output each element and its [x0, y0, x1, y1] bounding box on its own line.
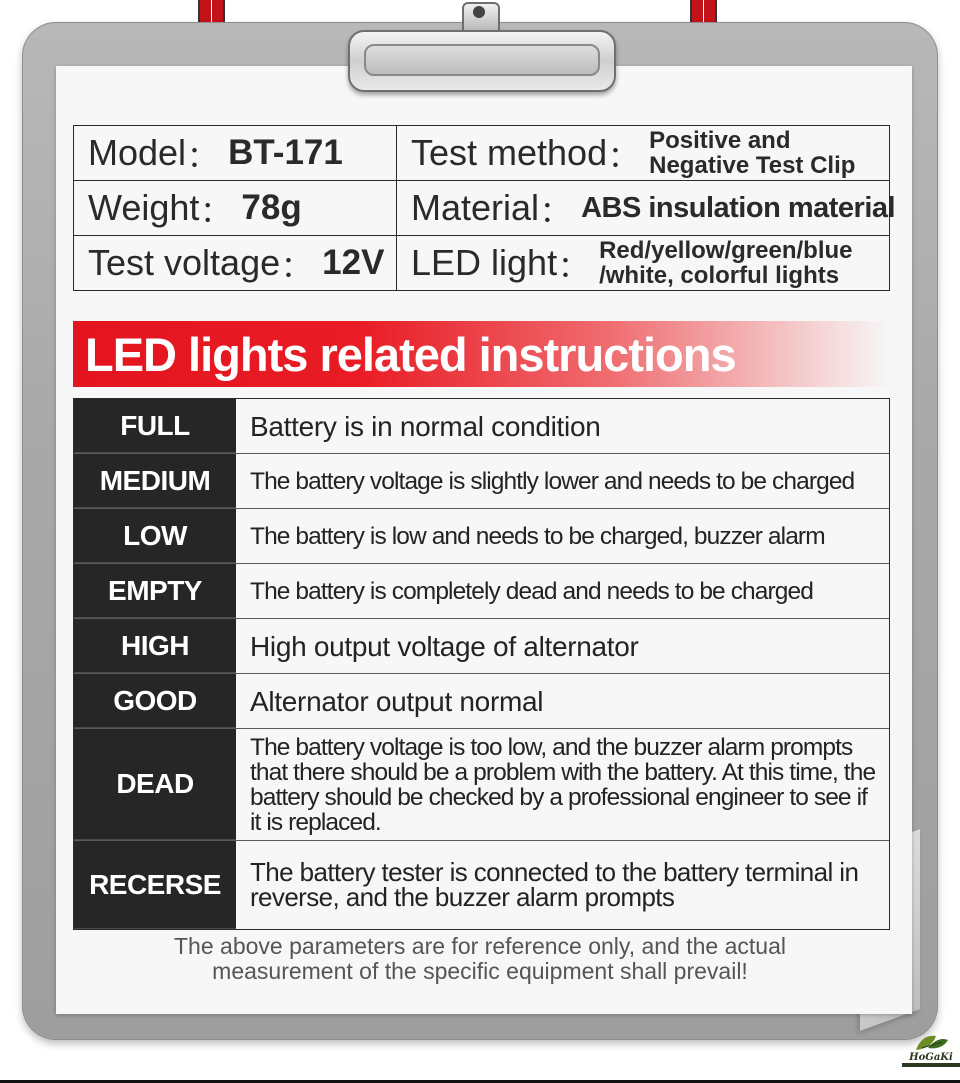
- logo-text: HoGaKi: [909, 1052, 953, 1063]
- led-instructions-table: [73, 398, 890, 930]
- spec-label: LED light: [411, 242, 558, 283]
- spec-separator: ：: [186, 134, 223, 176]
- clip-hole: [473, 6, 485, 18]
- table-row: [74, 399, 889, 454]
- table-row: [74, 841, 889, 929]
- spec-value: Positive and Negative Test Clip: [649, 127, 856, 179]
- led-status-key: MEDIUM: [74, 454, 236, 508]
- table-row: [74, 509, 889, 564]
- led-status-key: FULL: [74, 399, 236, 453]
- section-title: LED lights related instructions: [85, 328, 736, 381]
- spec-cell-test-voltage: [74, 236, 397, 290]
- spec-value: ABS insulation material: [581, 191, 896, 224]
- table-row: [74, 619, 889, 674]
- led-status-description: The battery is completely dead and needs to be charged: [250, 577, 813, 605]
- led-status-description: The battery tester is connected to the battery terminal in reverse, and the buzzer alarm prompts: [250, 857, 859, 912]
- spec-label: Material: [411, 187, 540, 228]
- led-status-key: HIGH: [74, 619, 236, 673]
- disclaimer-note: The above parameters are for reference only, and the actual measurement of the specific equipment shall prevail!: [174, 933, 786, 984]
- spec-row: [74, 236, 889, 291]
- led-status-key: LOW: [74, 509, 236, 563]
- led-status-description: High output voltage of alternator: [250, 630, 639, 662]
- spec-label: Test method: [411, 132, 608, 173]
- table-row: [74, 454, 889, 509]
- leaf-icon: [902, 1030, 960, 1052]
- spec-value: BT-171: [228, 133, 343, 172]
- spec-separator: ：: [557, 244, 594, 286]
- led-status-description: Alternator output normal: [250, 685, 544, 717]
- logo-underline: [902, 1063, 960, 1067]
- clip-lever: [364, 44, 600, 76]
- table-row: [74, 674, 889, 729]
- spec-label: Weight: [88, 187, 200, 228]
- spec-cell-material: [397, 181, 896, 235]
- spec-cell-test-method: [397, 126, 889, 180]
- spec-row: [74, 181, 896, 236]
- table-row: [74, 729, 889, 841]
- spec-label: Model: [88, 132, 187, 173]
- led-status-description: The battery voltage is too low, and the buzzer alarm prompts that there should be a problem with the battery. At this time, the battery should be checked by a professional engineer to see if it is replaced.: [250, 733, 876, 836]
- brand-logo: [902, 1030, 960, 1070]
- spec-cell-model: [74, 126, 397, 180]
- led-status-description: The battery is low and needs to be charged, buzzer alarm: [250, 522, 825, 550]
- led-status-key: GOOD: [74, 674, 236, 728]
- spec-value: 78g: [241, 188, 302, 227]
- section-banner: [73, 321, 890, 387]
- led-status-key: EMPTY: [74, 564, 236, 618]
- spec-separator: ：: [199, 189, 236, 231]
- spec-label: Test voltage: [88, 242, 281, 283]
- specs-table: [73, 125, 896, 291]
- spec-cell-led-light: [397, 236, 889, 290]
- led-status-description: Battery is in normal condition: [250, 410, 601, 442]
- spec-row: [74, 126, 889, 181]
- led-status-key: RECERSE: [74, 841, 236, 929]
- spec-separator: ：: [607, 134, 644, 176]
- spec-cell-weight: [74, 181, 397, 235]
- table-row: [74, 564, 889, 619]
- led-status-key: DEAD: [74, 729, 236, 840]
- spec-value: Red/yellow/green/blue /white, colorful lights: [599, 237, 853, 289]
- led-status-description: The battery voltage is slightly lower and needs to be charged: [250, 467, 855, 495]
- spec-separator: ：: [539, 189, 576, 231]
- spec-separator: ：: [280, 244, 317, 286]
- spec-value: 12V: [322, 243, 385, 282]
